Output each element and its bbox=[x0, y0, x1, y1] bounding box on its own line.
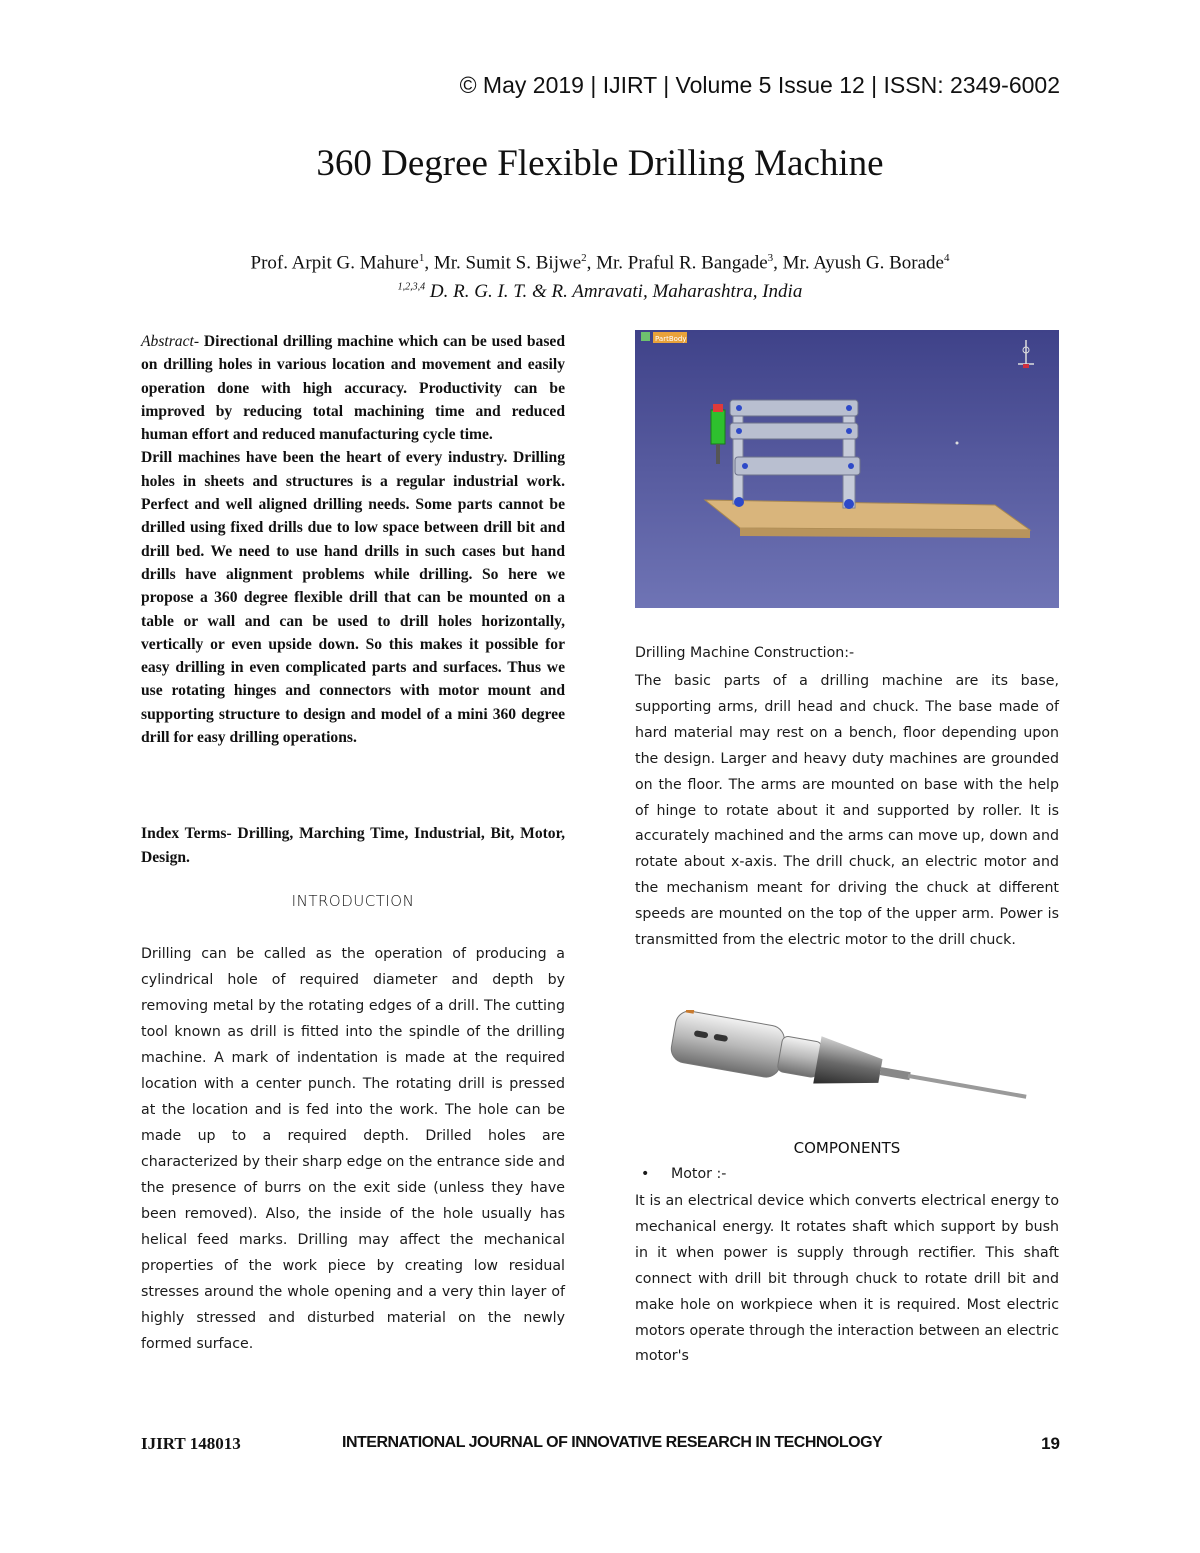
affiliation-sup: 1,2,3,4 bbox=[397, 281, 426, 293]
author-sup: 3 bbox=[767, 252, 774, 264]
left-post bbox=[733, 404, 743, 504]
abstract bbox=[141, 330, 565, 749]
drill-motor-drawing bbox=[650, 1010, 1040, 1130]
roller-right bbox=[844, 499, 854, 509]
roller-left bbox=[734, 497, 744, 507]
author-sup: 2 bbox=[581, 252, 587, 264]
cad-model-figure bbox=[635, 330, 1059, 608]
chuck-nose bbox=[880, 1067, 911, 1080]
abstract-paragraph-2: Drill machines have been the heart of every industry. Drilling holes in sheets and structures is a regular industrial work. Perfect and well aligned drilling needs. Some parts cannot be drilled using fixed drills due to low space between drill bit and drill bed. We need to use hand drills in such cases but hand drills have alignment problems while drilling. So here we propose a 360 degree flexible drill that can be mounted on a table or wall and can be used to drill holes horizontally, vertically or even upside down. So this makes it possible for easy drilling in even complicated parts and surfaces. Thus we use rotating hinges and connectors with motor mount and supporting structure to design and model of a mini 360 degree drill for easy drilling operations. bbox=[141, 449, 565, 747]
affiliation-text: D. R. G. I. T. & R. Amravati, Maharashtra, India bbox=[425, 281, 803, 302]
paper-title: 360 Degree Flexible Drilling Machine bbox=[316, 143, 884, 184]
construction-body: The basic parts of a drilling machine are its base, supporting arms, drill head and chuck. The base made of hard material may rest on a bench, floor depending upon the design. Larger and heavy duty machines are grounded on the floor. The arms are mounted on base with the help of hinge to rotate about it and supported by roller. It is accurately machined and the arms can move up, down and rotate about x-axis. The drill chuck, an electric motor and the mechanism meant for driving the chuck at different speeds are mounted on the top of the upper arm. Power is transmitted from the electric motor to the drill chuck. bbox=[635, 673, 1059, 949]
bullet-icon: • bbox=[641, 1166, 650, 1182]
author-sup: 1 bbox=[418, 252, 425, 264]
author-name: Mr. Sumit S. Bijwe bbox=[433, 252, 582, 274]
author-name: Mr. Ayush G. Borade bbox=[782, 252, 944, 274]
partbody-label: PartBody bbox=[655, 335, 687, 343]
author-sup: 4 bbox=[943, 252, 950, 264]
page-number: 19 bbox=[1041, 1434, 1060, 1453]
abstract-text-1: Directional drilling machine which can be used based on drilling holes in various location and movement and easily operation done with high accuracy. Productivity can be improved by reducing total machining time and reduced human effort and reduced manufacturing cycle time. bbox=[141, 333, 565, 444]
wood-base bbox=[705, 500, 1030, 530]
abstract-paragraph-1 bbox=[141, 330, 565, 446]
motor-label: Motor :- bbox=[671, 1166, 727, 1182]
drill-motor-figure bbox=[650, 1010, 1040, 1130]
footer-journal-name: INTERNATIONAL JOURNAL OF INNOVATIVE RESEARCH IN TECHNOLOGY bbox=[342, 1434, 883, 1451]
partbody-icon bbox=[641, 332, 650, 341]
author-list bbox=[0, 252, 1200, 274]
introduction-body: Drilling can be called as the operation of producing a cylindrical hole of required diameter and depth by removing metal by the rotating edges of a drill. The cutting tool known as drill is fitted into the spindle of the drilling machine. A mark of indentation is made at the required location with a center punch. The rotating drill is pressed at the location and is fed into the work. The hole can be made up to a required depth. Drilled holes are characterized by their sharp edge on the entrance side and the presence of burrs on the exit side (unless they have been removed). Also, the inside of the hole usually has helical feed marks. Drilling may affect the mechanical properties of the work piece by creating low residual stresses around the whole opening and a very thin layer of highly stressed and disturbed material on the newly formed surface. bbox=[141, 946, 565, 1352]
construction-heading: Drilling Machine Construction:- bbox=[635, 645, 855, 661]
motor-description: It is an electrical device which converts electrical energy to mechanical energy. It rotates shaft which support by bush in it when power is supply through rectifier. This shaft connect with drill bit through chuck to rotate drill bit and make hole on workpiece when it is required. Most electric motors operate through the interaction between an electric motor's bbox=[635, 1193, 1059, 1365]
author-name: Prof. Arpit G. Mahure bbox=[250, 252, 419, 274]
motor-list-item bbox=[635, 1166, 1059, 1182]
abstract-label: Abstract- bbox=[141, 333, 200, 350]
author-name: Mr. Praful R. Bangade bbox=[596, 252, 768, 274]
journal-header: © May 2019 | IJIRT | Volume 5 Issue 12 | ISSN: 2349-6002 bbox=[459, 72, 1060, 98]
affiliation bbox=[0, 281, 1200, 303]
drill-bit bbox=[908, 1074, 1027, 1099]
footer-paper-id: IJIRT 148013 bbox=[141, 1434, 241, 1453]
author-separator: , bbox=[586, 252, 597, 274]
supporting-arms bbox=[730, 400, 860, 475]
origin-point bbox=[956, 442, 959, 445]
author-separator: , bbox=[424, 252, 434, 274]
drill-chuck bbox=[813, 1036, 884, 1094]
cad-model-drawing bbox=[635, 330, 1059, 608]
index-terms: Index Terms- Drilling, Marching Time, Industrial, Bit, Motor, Design. bbox=[141, 825, 565, 866]
introduction-heading: INTRODUCTION bbox=[291, 892, 415, 910]
motor-body bbox=[669, 1010, 786, 1079]
components-heading: COMPONENTS bbox=[793, 1139, 901, 1157]
author-separator: , bbox=[773, 252, 783, 274]
